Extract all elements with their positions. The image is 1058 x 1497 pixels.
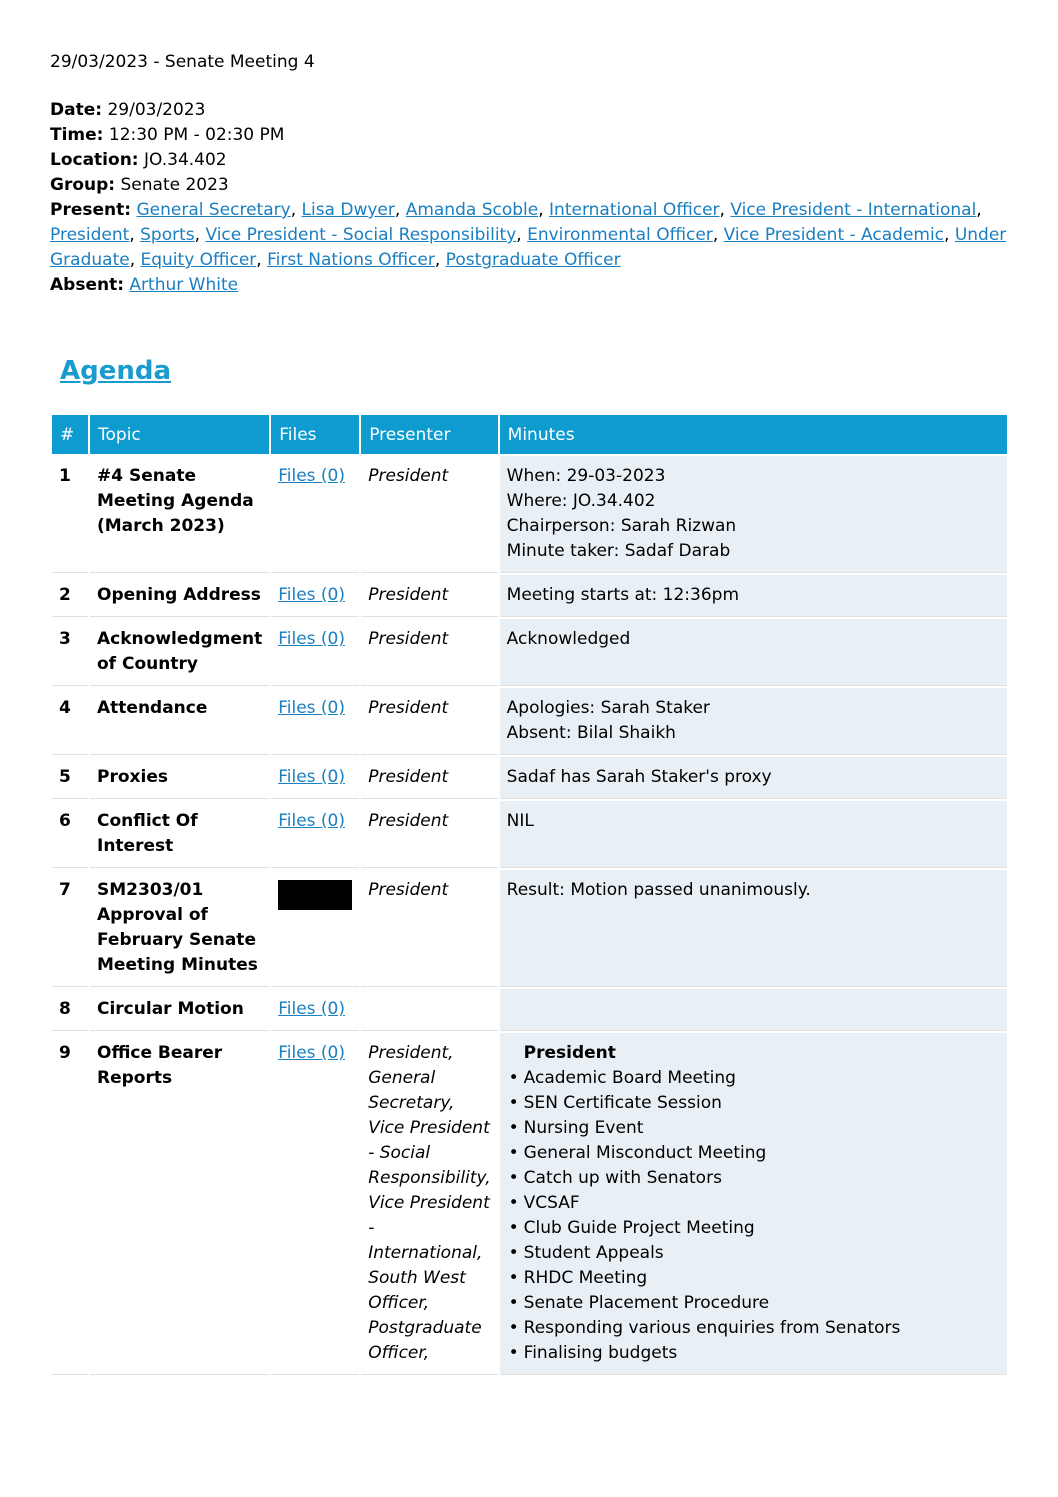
present-member-link[interactable]: Environmental Officer <box>527 225 713 245</box>
files-link[interactable]: Files (0) <box>278 999 345 1019</box>
minutes-line: Absent: Bilal Shaikh <box>506 723 676 743</box>
files-link[interactable]: Files (0) <box>278 811 345 831</box>
present-separator: , <box>194 225 206 245</box>
absent-label: Absent: <box>50 275 125 295</box>
row-minutes <box>500 575 1007 617</box>
list-item: • General Misconduct Meeting <box>507 1141 1000 1166</box>
date-value: 29/03/2023 <box>107 100 206 120</box>
table-row <box>52 619 1007 686</box>
row-topic: Opening Address <box>90 575 269 617</box>
present-separator: , <box>256 250 268 270</box>
report-list <box>507 1066 1000 1366</box>
row-number: 3 <box>52 619 88 686</box>
present-separator: , <box>290 200 302 220</box>
row-minutes <box>500 456 1007 573</box>
list-item: • Club Guide Project Meeting <box>507 1216 1000 1241</box>
present-line <box>50 198 1010 273</box>
col-minutes: Minutes <box>500 415 1007 454</box>
present-separator: , <box>129 225 141 245</box>
row-topic: #4 Senate Meeting Agenda (March 2023) <box>90 456 269 573</box>
col-presenter: Presenter <box>361 415 497 454</box>
present-member-link[interactable]: President <box>50 225 130 245</box>
row-topic: Conflict Of Interest <box>90 801 269 868</box>
row-presenter: President <box>361 757 497 799</box>
present-member-link[interactable]: Vice President - Social Responsibility <box>205 225 517 245</box>
present-member-link[interactable]: Sports <box>140 225 195 245</box>
row-presenter: President, General Secretary, Vice President - Social Responsibility, Vice President - International, South West Officer, Postgraduate Officer, <box>361 1033 497 1375</box>
table-row <box>52 456 1007 573</box>
present-separator: , <box>538 200 550 220</box>
row-minutes <box>500 757 1007 799</box>
present-member-link[interactable]: Lisa Dwyer <box>301 200 395 220</box>
present-member-link[interactable]: First Nations Officer <box>267 250 435 270</box>
row-number: 5 <box>52 757 88 799</box>
present-member-link[interactable]: Equity Officer <box>140 250 257 270</box>
minutes-line: When: 29-03-2023 <box>506 466 666 486</box>
meeting-details <box>50 50 1010 298</box>
table-row <box>52 870 1007 987</box>
table-row <box>52 801 1007 868</box>
present-member-link[interactable]: Postgraduate Officer <box>445 250 621 270</box>
minutes-line: Result: Motion passed unanimously. <box>506 880 811 900</box>
row-topic: Attendance <box>90 688 269 755</box>
row-presenter: President <box>361 801 497 868</box>
date-line <box>50 98 1010 123</box>
agenda-header-row <box>52 415 1007 454</box>
time-line <box>50 123 1010 148</box>
row-topic: Proxies <box>90 757 269 799</box>
present-separator: , <box>944 225 955 245</box>
list-item: • Finalising budgets <box>507 1341 1000 1366</box>
list-item: • VCSAF <box>507 1191 1000 1216</box>
row-minutes <box>500 1033 1007 1375</box>
minutes-line: Chairperson: Sarah Rizwan <box>506 516 737 536</box>
row-files <box>271 456 359 573</box>
redacted-block <box>278 880 352 910</box>
absent-member-link[interactable]: Arthur White <box>129 275 239 295</box>
minutes-line: NIL <box>506 811 534 831</box>
list-item: • RHDC Meeting <box>507 1266 1000 1291</box>
present-member-link[interactable]: International Officer <box>549 200 720 220</box>
group-label: Group: <box>50 175 116 195</box>
row-number: 7 <box>52 870 88 987</box>
report-heading: President <box>523 1043 616 1063</box>
col-number: # <box>52 415 88 454</box>
present-separator: , <box>129 250 141 270</box>
present-member-link[interactable]: General Secretary <box>136 200 291 220</box>
row-topic: Circular Motion <box>90 989 269 1031</box>
present-separator: , <box>434 250 446 270</box>
present-member-link[interactable]: Vice President - Academic <box>723 225 945 245</box>
minutes-line: Apologies: Sarah Staker <box>506 698 710 718</box>
list-item: • Senate Placement Procedure <box>507 1291 1000 1316</box>
row-number: 9 <box>52 1033 88 1375</box>
row-number: 6 <box>52 801 88 868</box>
agenda-table <box>50 413 1009 1377</box>
row-minutes <box>500 801 1007 868</box>
list-item: • SEN Certificate Session <box>507 1091 1000 1116</box>
row-files <box>271 575 359 617</box>
row-files <box>271 757 359 799</box>
table-row <box>52 575 1007 617</box>
row-presenter: President <box>361 619 497 686</box>
present-member-link[interactable]: Vice President - International <box>730 200 977 220</box>
files-link[interactable]: Files (0) <box>278 767 345 787</box>
files-link[interactable]: Files (0) <box>278 585 345 605</box>
row-presenter <box>361 989 497 1031</box>
row-topic: SM2303/01 Approval of February Senate Meeting Minutes <box>90 870 269 987</box>
group-line <box>50 173 1010 198</box>
row-topic: Office Bearer Reports <box>90 1033 269 1375</box>
present-label: Present: <box>50 200 132 220</box>
row-files <box>271 688 359 755</box>
col-files: Files <box>271 415 359 454</box>
list-item: • Nursing Event <box>507 1116 1000 1141</box>
row-minutes <box>500 989 1007 1031</box>
present-separator: , <box>712 225 724 245</box>
present-separator: , <box>516 225 528 245</box>
row-topic: Acknowledgment of Country <box>90 619 269 686</box>
row-minutes <box>500 870 1007 987</box>
list-item: • Student Appeals <box>507 1241 1000 1266</box>
files-link[interactable]: Files (0) <box>278 1043 345 1063</box>
location-line <box>50 148 1010 173</box>
table-row <box>52 989 1007 1031</box>
row-number: 2 <box>52 575 88 617</box>
location-value: JO.34.402 <box>144 150 227 170</box>
row-presenter: President <box>361 688 497 755</box>
row-presenter: President <box>361 456 497 573</box>
present-separator: , <box>976 200 982 220</box>
row-presenter: President <box>361 870 497 987</box>
time-value: 12:30 PM - 02:30 PM <box>108 125 285 145</box>
time-label: Time: <box>50 125 104 145</box>
row-minutes <box>500 619 1007 686</box>
row-number: 8 <box>52 989 88 1031</box>
row-files <box>271 801 359 868</box>
row-files <box>271 989 359 1031</box>
row-files <box>271 1033 359 1375</box>
present-member-link[interactable]: Amanda Scoble <box>405 200 539 220</box>
present-separator: , <box>719 200 731 220</box>
files-link[interactable]: Files (0) <box>278 629 345 649</box>
document-title: 29/03/2023 - Senate Meeting 4 <box>50 52 315 72</box>
present-list <box>50 200 1006 270</box>
row-number: 4 <box>52 688 88 755</box>
table-row <box>52 1033 1007 1375</box>
list-item: • Catch up with Senators <box>507 1166 1000 1191</box>
row-files <box>271 619 359 686</box>
minutes-line: Meeting starts at: 12:36pm <box>506 585 740 605</box>
minutes-line: Where: JO.34.402 <box>506 491 656 511</box>
row-minutes <box>500 688 1007 755</box>
row-files <box>271 870 359 987</box>
files-link[interactable]: Files (0) <box>278 466 345 486</box>
files-link[interactable]: Files (0) <box>278 698 345 718</box>
list-item: • Responding various enquiries from Senators <box>507 1316 1000 1341</box>
row-presenter: President <box>361 575 497 617</box>
location-label: Location: <box>50 150 139 170</box>
row-number: 1 <box>52 456 88 573</box>
table-row <box>52 688 1007 755</box>
list-item: • Academic Board Meeting <box>507 1066 1000 1091</box>
minutes-line: Sadaf has Sarah Staker's proxy <box>506 767 772 787</box>
table-row <box>52 757 1007 799</box>
group-value: Senate 2023 <box>120 175 229 195</box>
minutes-line: Minute taker: Sadaf Darab <box>506 541 731 561</box>
present-separator: , <box>394 200 406 220</box>
agenda-body <box>52 456 1007 1375</box>
minutes-line: Acknowledged <box>506 629 631 649</box>
agenda-heading[interactable]: Agenda <box>60 356 172 386</box>
absent-line <box>50 273 1010 298</box>
col-topic: Topic <box>90 415 269 454</box>
date-label: Date: <box>50 100 103 120</box>
present-member-link[interactable]: Under Graduate <box>50 225 1007 270</box>
